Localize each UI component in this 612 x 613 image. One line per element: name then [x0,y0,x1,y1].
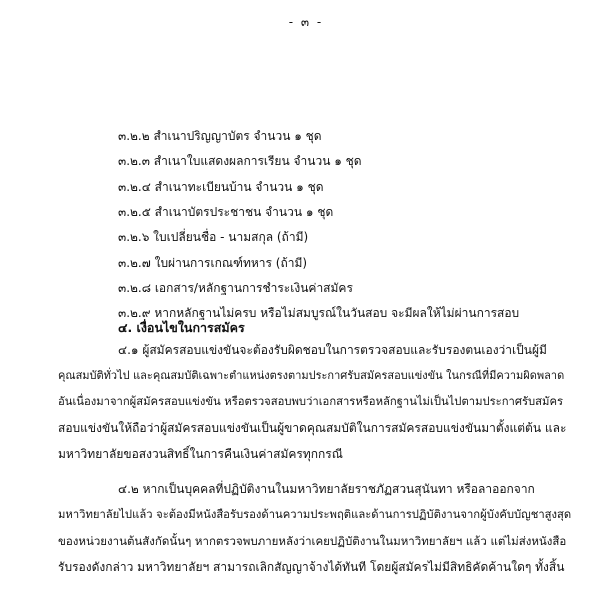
paragraph-line: คุณสมบัติทั่วไป และคุณสมบัติเฉพาะตำแหน่งตรงตามประกาศรับสมัครสอบแข่งขัน ในกรณีที่มีความผิดพลาด [58,369,565,382]
paragraph-line: ๔.๒ หากเป็นบุคคลที่ปฏิบัติงานในมหาวิทยาลัยราชภัฏสวนสุนันทา หรือลาออกจาก [118,482,535,496]
list-item: ๓.๒.๓ สำเนาใบแสดงผลการเรียน จำนวน ๑ ชุด [118,154,362,169]
list-item: ๓.๒.๖ ใบเปลี่ยนชื่อ - นามสกุล (ถ้ามี) [118,230,309,245]
list-item: ๓.๒.๔ สำเนาทะเบียนบ้าน จำนวน ๑ ชุด [118,179,324,194]
paragraph-line: อันเนื่องมาจากผู้สมัครสอบแข่งขัน หรือตรวจสอบพบว่าเอกสารหรือหลักฐานไม่เป็นไปตามประกาศรับสมัคร [58,395,564,408]
paragraph-line: สอบแข่งขันให้ถือว่าผู้สมัครสอบแข่งขันเป็นผู้ขาดคุณสมบัติในการสมัครสอบแข่งขันมาตั้งแต่ต้น และ [58,421,567,435]
paragraph-line: ๔.๑ ผู้สมัครสอบแข่งขันจะต้องรับผิดชอบในการตรวจสอบและรับรองตนเองว่าเป็นผู้มี [118,343,547,357]
page-number: - ๓ - [288,15,324,29]
paragraph-line: มหาวิทยาลัยไปแล้ว จะต้องมีหนังสือรับรองด้านความประพฤติและด้านการปฏิบัติงานจากผู้บังคับบัญชาสูงสุด [58,508,572,521]
paragraph-line: รับรองดังกล่าว มหาวิทยาลัยฯ สามารถเลิกสัญญาจ้างได้ทันที โดยผู้สมัครไม่มีสิทธิคัดค้านใดๆ ทั้งสิ้น [58,560,565,574]
list-item: ๓.๒.๒ สำเนาปริญญาบัตร จำนวน ๑ ชุด [118,129,322,143]
paragraph-line: มหาวิทยาลัยขอสงวนสิทธิ์ในการคืนเงินค่าสมัครทุกกรณี [58,447,343,461]
list-item: ๓.๒.๘ เอกสาร/หลักฐานการชำระเงินค่าสมัคร [118,280,353,295]
list-item: ๓.๒.๗ ใบผ่านการเกณฑ์ทหาร (ถ้ามี) [118,255,308,270]
list-item: ๓.๒.๙ หากหลักฐานไม่ครบ หรือไม่สมบูรณ์ในวันสอบ จะมีผลให้ไม่ผ่านการสอบ [118,306,520,321]
paragraph-line: ของหน่วยงานต้นสังกัดนั้นๆ หากตรวจพบภายหลังว่าเคยปฏิบัติงานในมหาวิทยาลัยฯ แล้ว แต่ไม่ส่งหนังสือ [58,534,567,548]
section-heading: ๔. เงื่อนไขในการสมัคร [118,320,245,335]
list-item: ๓.๒.๕ สำเนาบัตรประชาชน จำนวน ๑ ชุด [118,204,334,219]
